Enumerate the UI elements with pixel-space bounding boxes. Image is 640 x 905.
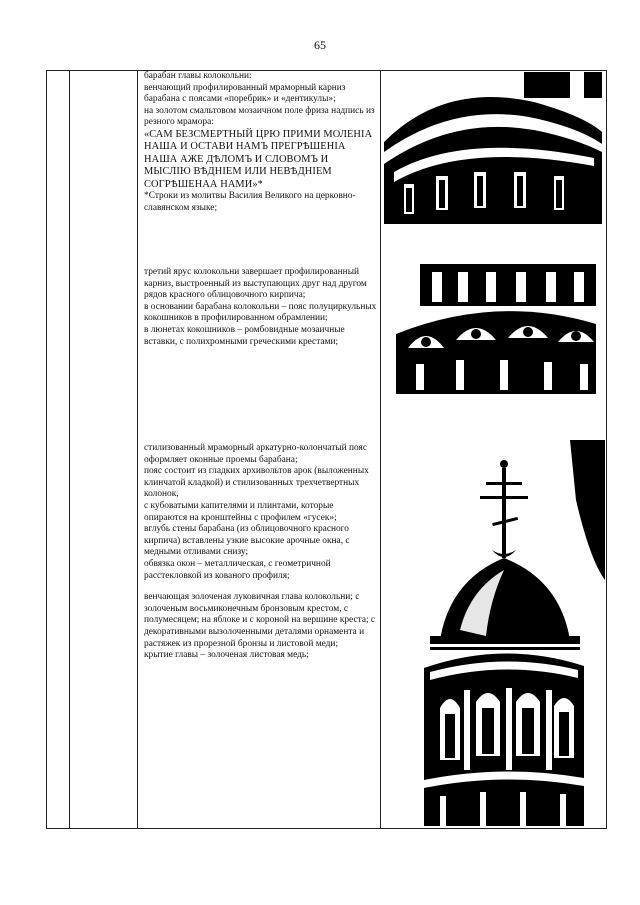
paragraph: в основании барабана колокольни – пояс полуциркульных кокошников в профилированном обрамлении; bbox=[144, 301, 377, 324]
paragraph: венчающий профилированный мраморный карниз барабана с поясами «поребрик» и «дентикулы»; bbox=[144, 82, 346, 105]
inscription-quote: «САМ БЕЗСМЕРТНЫЙ ЦРЮ ПРИМИ МОЛЕНІА НАША И ОСТАВИ НАМЪ ПРЕГРѢШЕНІА НАША АЖЕ ДѢЛОМЪ И СЛОВОМЪ И МЫСЛІЮ ВѢДНІЕМ ИЛИ НЕВѢДНІЕМ СОГРѢШЕНАА НАМИ»* bbox=[144, 128, 373, 190]
paragraph: венчающая золоченая луковичная глава колокольни; с золоченым восьмиконечным бронзовым крестом, с полумесяцем; на яблоке и с короной на вершине креста; с декоративными вызолоченными деталями орнамента и растяжек из прорезной бронзы и листовой меди; bbox=[144, 592, 376, 649]
photo-onion-dome bbox=[400, 440, 605, 826]
paragraph: пояс состоит из гладких архивольтов арок (выложенных клинчатой кладкой) и стилизованных трехчетвертных колонок, bbox=[144, 466, 369, 500]
column-divider-1 bbox=[69, 71, 70, 828]
paragraph: барабан главы колокольни: bbox=[144, 71, 252, 81]
section-1-text bbox=[144, 71, 377, 214]
paragraph: третий ярус колокольни завершает профилированный карниз, выстроенный из выступающих друг над другом рядов красного облицовочного кирпича; bbox=[144, 267, 367, 301]
paragraph: в люнетах кокошников – ромбовидные мозаичные вставки, с полихромными греческими крестами; bbox=[144, 324, 345, 347]
photo-kokoshnik-belt bbox=[396, 264, 596, 394]
section-3-text bbox=[144, 443, 377, 662]
column-divider-3 bbox=[380, 71, 381, 828]
photo-drum-cornice bbox=[384, 72, 602, 224]
paragraph: вглубь стены барабана (из облицовочного красного кирпича) вставлены узкие высокие арочные окна, с медными отливами снизу; bbox=[144, 524, 350, 558]
paragraph: обвязка окон – металлическая, с геометричной расстекловкой из кованого профиля; bbox=[144, 558, 331, 581]
footnote: *Строки из молитвы Василия Великого на церковно-славянском языке; bbox=[144, 191, 356, 213]
page-number: 65 bbox=[314, 38, 326, 52]
paragraph: на золотом смальтовом мозаичном поле фриза надпись из резного мрамора: bbox=[144, 105, 375, 128]
paragraph: с кубоватыми капителями и плинтами, которые опираются на кронштейны с профилем «гусек»; bbox=[144, 500, 337, 523]
paragraph: стилизованный мраморный аркатурно-колончатый пояс оформляет оконные проемы барабана; bbox=[144, 443, 367, 465]
paragraph: крытие главы – золоченая листовая медь; bbox=[144, 650, 309, 661]
section-2-text bbox=[144, 267, 377, 348]
column-divider-2 bbox=[137, 71, 138, 828]
